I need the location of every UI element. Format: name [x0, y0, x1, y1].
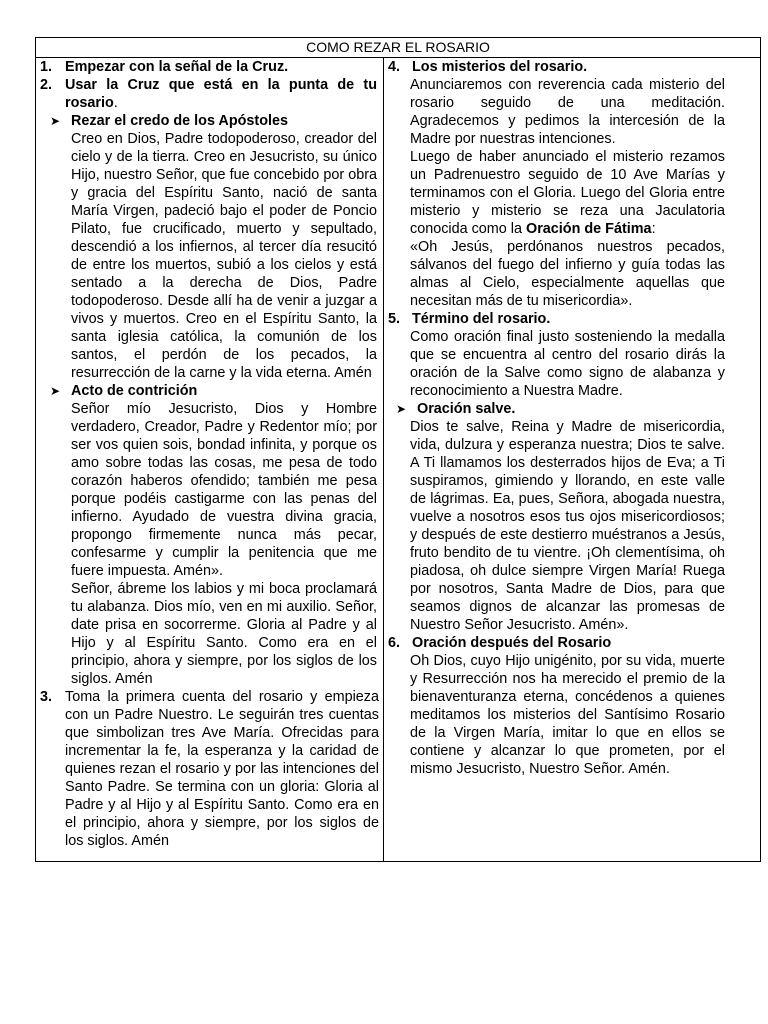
arrow-bullet-icon: ➤ [396, 402, 407, 416]
fatima-heading: Oración de Fátima [526, 221, 652, 237]
arrow-bullet-icon: ➤ [50, 384, 61, 398]
content-columns [36, 58, 760, 861]
misterios-colon: : [651, 221, 656, 237]
misterios-paragraph-1: Anunciaremos con reverencia cada misterio del rosario seguido de una meditación. Agradecemos y pedimos la intercesión de la Madre por nuestras intenciones. [410, 77, 725, 147]
step-number: 4. [388, 59, 401, 75]
step-heading: Oración después del Rosario [412, 635, 612, 651]
step-heading: Usar la Cruz que está en la punta de tu rosario [65, 77, 377, 111]
credo-heading: Rezar el credo de los Apóstoles [71, 113, 288, 129]
step-1 [36, 58, 383, 76]
fatima-prayer: «Oh Jesús, perdónanos nuestros pecados, sálvanos del fuego del infierno y guía todas las almas al Cielo, especialmente aquellas que necesitan más de tu misericordia». [410, 239, 725, 309]
step-number: 1. [40, 59, 53, 75]
step-number: 3. [40, 689, 53, 705]
step-number: 2. [40, 77, 53, 93]
contricion-text-2: Señor, ábreme los labios y mi boca proclamará tu alabanza. Dios mío, ven en mi auxilio. Señor, date prisa en socorrerme. Gloria al Padre y al Hijo y al Espíritu Santo. Como era en el principio, ahora y siempre, por los siglos de los siglos. Amén [71, 581, 377, 687]
step-number: 5. [388, 311, 401, 327]
step-heading: Los misterios del rosario. [412, 59, 588, 75]
misterios-paragraph-2 [410, 148, 725, 238]
step-5 [384, 310, 760, 328]
step-3-text: Toma la primera cuenta del rosario y empieza con un Padre Nuestro. Le seguirán tres cuentas que simbolizan tres Ave María. Ofrecidas para incrementar la fe, la esperanza y la caridad de quienes rezan el rosario y por las intenciones del Santo Padre. Se termina con un gloria: Gloria al Padre y al Hijo y al Espíritu Santo. Como era en el principio, ahora y siempre, por los siglos de los siglos. Amén [65, 689, 379, 849]
contricion-text: Señor mío Jesucristo, Dios y Hombre verdadero, Creador, Padre y Redentor mío; por ser vos quien sois, bondad infinita, y porque os amo sobre todas las cosas, me pesa de todo corazón haberos ofendido; también me pesa porque podéis castigarme con las penas del infierno. Ayudado de vuestra divina gracia, propongo firmemente nunca más pecar, confesarme y cumplir la penitencia que me fuere impuesta. Amén». [71, 401, 377, 579]
credo-heading-row [36, 112, 383, 130]
document-title: COMO REZAR EL ROSARIO [36, 38, 760, 58]
contricion-heading-row [36, 382, 383, 400]
step-number: 6. [388, 635, 401, 651]
right-column [384, 58, 760, 861]
step-4 [384, 58, 760, 76]
final-prayer-text: Oh Dios, cuyo Hijo unigénito, por su vida, muerte y Resurrección nos ha merecido el premio de la bienaventuranza eterna, concédenos a quienes meditamos los misterios del Santísimo Rosario de la Virgen María, imitar lo que en ellos se contiene y alcanzar lo que prometen, por el mismo Jesucristo, Nuestro Señor. Amén. [410, 653, 725, 777]
termino-text: Como oración final justo sosteniendo la medalla que se encuentra al centro del rosario dirás la oración de la Salve como signo de alabanza y reconocimiento a Nuestra Madre. [410, 329, 725, 399]
step-heading: Término del rosario. [412, 311, 551, 327]
misterios-text: Luego de haber anunciado el misterio rezamos un Padrenuestro seguido de 10 Ave Marías y terminamos con el Gloria. Luego del Gloria entre misterio y misterio se reza una Jaculatoria conocida como la [410, 149, 725, 237]
contricion-heading: Acto de contrición [71, 383, 198, 399]
salve-text: Dios te salve, Reina y Madre de misericordia, vida, dulzura y esperanza nuestra; Dios te salve. A Ti llamamos los desterrados hijos de Eva; a Ti suspiramos, gimiendo y llorando, en este valle de lágrimas. Ea, pues, Señora, abogada nuestra, vuelve a nosotros esos tus ojos misericordiosos; y después de este destierro muéstranos a Jesús, fruto bendito de tu vientre. ¡Oh clementísima, oh piadosa, oh dulce siempre Virgen María! Ruega por nosotros, Santa Madre de Dios, para que seamos dignos de alcanzar las promesas de Nuestro Señor Jesucristo. Amén». [410, 419, 725, 633]
step-2 [36, 76, 383, 112]
step-heading: Empezar con la señal de la Cruz. [65, 59, 289, 75]
credo-text: Creo en Dios, Padre todopoderoso, creador del cielo y de la tierra. Creo en Jesucristo, su único Hijo, nuestro Señor, que fue concebido por obra y gracia del Espíritu Santo, nació de santa María Virgen, padeció bajo el poder de Poncio Pilato, fue crucificado, muerto y sepultado, descendió a los infiernos, al tercer día resucitó de entre los muertos, subió a los cielos y está sentado a la derecha de Dios, Padre todopoderoso. Desde allí ha de venir a juzgar a vivos y muertos. Creo en el Espíritu Santo, la santa iglesia católica, la comunión de los santos, el perdón de los pecados, la resurrección de la carne y la vida eterna. Amén [71, 131, 377, 381]
arrow-bullet-icon: ➤ [50, 114, 61, 128]
step-3 [36, 688, 383, 850]
salve-heading: Oración salve. [417, 401, 516, 417]
prayer-document [35, 37, 761, 862]
step-period: . [113, 95, 118, 111]
step-6 [384, 634, 760, 652]
salve-heading-row [384, 400, 760, 418]
left-column [36, 58, 384, 861]
